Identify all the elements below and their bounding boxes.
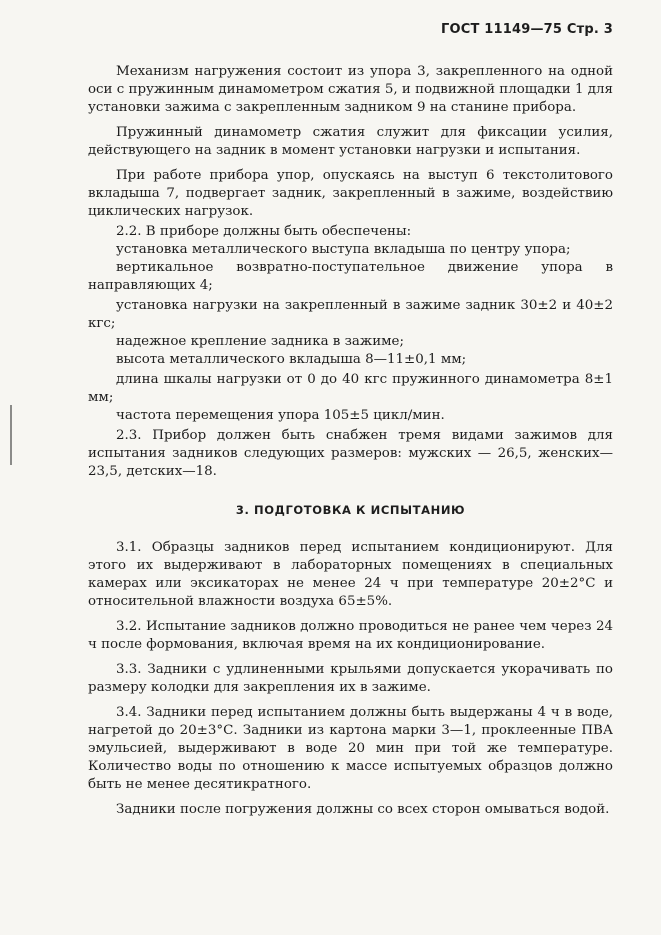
margin-binding-mark bbox=[10, 405, 18, 465]
list-item-fixing: надежное крепление задника в зажиме; bbox=[116, 334, 404, 349]
list-item-frequency: частота перемещения упора 105±5 цикл/мин. bbox=[116, 408, 445, 423]
list-item-vertical-motion: вертикальное возвратно-поступательное движение упора в направляющих 4; bbox=[88, 260, 613, 293]
paragraph-mechanism: Механизм нагружения состоит из упора 3, закрепленного на одной оси с пружинным динамометром сжатия 5, и подвижной площадки 1 для установки зажима с закрепленным задником 9 на станине прибора. bbox=[88, 64, 613, 115]
list-item-scale-length: длина шкалы нагрузки от 0 до 40 кгс пружинного динамометра 8±1 мм; bbox=[88, 372, 613, 405]
list-item-load-setting: установка нагрузки на закрепленный в зажиме задник 30±2 и 40±2 кгс; bbox=[88, 298, 613, 331]
document-body bbox=[88, 63, 613, 819]
page-header: ГОСТ 11149—75 Стр. 3 bbox=[440, 22, 613, 37]
clause-3-2: 3.2. Испытание задников должно проводиться не ранее чем через 24 ч после формования, включая время на их кондиционирование. bbox=[88, 619, 613, 652]
paragraph-immersion: Задники после погружения должны со всех сторон омываться водой. bbox=[116, 802, 610, 817]
clause-2-2: 2.2. В приборе должны быть обеспечены: bbox=[116, 224, 412, 239]
list-item-centering: установка металлического выступа вкладыша по центру упора; bbox=[116, 242, 571, 257]
clause-2-3: 2.3. Прибор должен быть снабжен тремя видами зажимов для испытания задников следующих размеров: мужских — 26,5, женских—23,5, детских—18. bbox=[88, 428, 613, 479]
clause-3-3: 3.3. Задники с удлиненными крыльями допускается укорачивать по размеру колодки для закрепления их в зажиме. bbox=[88, 662, 613, 695]
clause-3-1: 3.1. Образцы задников перед испытанием кондиционируют. Для этого их выдерживают в лабораторных помещениях в специальных камерах или эксикаторах не менее 24 ч при температуре 20±2°С и относительной влажности воздуха 65±5%. bbox=[88, 540, 613, 609]
paragraph-dynamometer: Пружинный динамометр сжатия служит для фиксации усилия, действующего на задник в момент установки нагрузки и испытания. bbox=[88, 125, 613, 158]
paragraph-operation: При работе прибора упор, опускаясь на выступ 6 текстолитового вкладыша 7, подвергает задник, закрепленный в зажиме, воздействию циклических нагрузок. bbox=[88, 168, 613, 219]
list-item-insert-height: высота металлического вкладыша 8—11±0,1 мм; bbox=[116, 352, 467, 367]
clause-3-4: 3.4. Задники перед испытанием должны быть выдержаны 4 ч в воде, нагретой до 20±3°С. Задники из картона марки 3—1, проклеенные ПВА эмульсией, выдерживают в воде 20 мин при той же температуре. Количество воды по отношению к массе испытуемых образцов должно быть не менее десятикратного. bbox=[88, 705, 613, 792]
section-3-title: 3. ПОДГОТОВКА К ИСПЫТАНИЮ bbox=[235, 503, 466, 517]
